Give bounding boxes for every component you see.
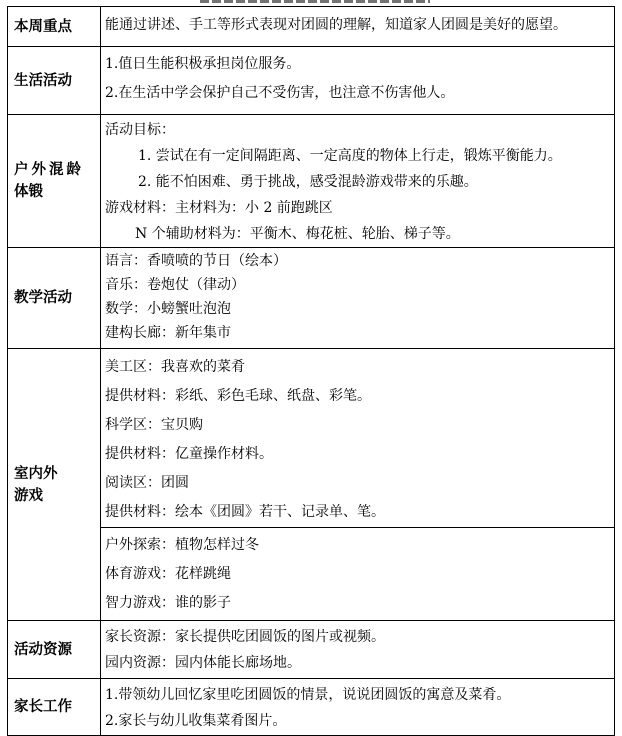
text-line: 2.家长与幼儿收集菜肴图片。	[105, 713, 287, 729]
row-life-activity	[8, 47, 615, 115]
label-weekly-focus: 本周重点	[8, 7, 101, 47]
text-line: 美工区：我喜欢的菜肴	[105, 359, 245, 375]
text-line: 体育游戏：花样跳绳	[105, 566, 231, 582]
text-line: 提供材料：亿童操作材料。	[105, 446, 273, 462]
text-line: 1.值日生能积极承担岗位服务。	[105, 56, 301, 72]
content-indoor-areas	[101, 349, 615, 528]
content-teaching-activity	[101, 248, 615, 349]
content-activity-resources	[101, 621, 615, 679]
label-indoor-outdoor-games	[8, 349, 101, 621]
weekly-plan-table	[7, 6, 615, 736]
label-line: 游戏	[14, 487, 43, 504]
label-life-activity: 生活活动	[8, 47, 101, 115]
text-line: 阅读区：团圆	[105, 475, 189, 491]
text-line: 语言：香喷喷的节日（绘本）	[105, 253, 287, 269]
text-line: 音乐：卷炮仗（律动）	[105, 277, 245, 293]
label-line: 体锻	[14, 184, 43, 200]
text-line: 提供材料：彩纸、彩色毛球、纸盘、彩笔。	[105, 388, 371, 404]
text-line: 1.带领幼儿回忆家里吃团圆饭的情景，说说团圆饭的寓意及菜肴。	[105, 687, 511, 703]
text-line: 智力游戏：谁的影子	[105, 595, 231, 611]
text-line: 户外探索：植物怎样过冬	[105, 537, 259, 553]
content-outdoor-mixed-age	[101, 115, 615, 248]
text-line: 提供材料：绘本《团圆》若干、记录单、笔。	[105, 504, 385, 520]
label-teaching-activity: 教学活动	[8, 248, 101, 349]
text-line: 园内资源：园内体能长廊场地。	[105, 655, 301, 671]
row-teaching-activity	[8, 248, 615, 349]
text-line: N 个辅助材料为：平衡木、梅花桩、轮胎、梯子等。	[135, 226, 460, 242]
text-line: 家长资源：家长提供吃团圆饭的图片或视频。	[105, 629, 385, 645]
label-parent-work: 家长工作	[8, 679, 101, 736]
text-line: 建构长廊：新年集市	[105, 325, 231, 341]
text-line: 1. 尝试在有一定间隔距离、一定高度的物体上行走，锻炼平衡能力。	[138, 148, 562, 164]
content-life-activity	[101, 47, 615, 115]
label-line: 室内外	[14, 465, 58, 482]
text-line: 活动目标：	[105, 122, 175, 138]
row-indoor-outdoor-games	[8, 349, 615, 528]
content-weekly-focus	[101, 7, 615, 47]
text-line: 2. 能不怕困难、勇于挑战，感受混龄游戏带来的乐趣。	[138, 174, 478, 190]
content-parent-work	[101, 679, 615, 736]
label-line: 户外混龄	[14, 162, 84, 178]
label-activity-resources: 活动资源	[8, 621, 101, 679]
row-outdoor-mixed-age	[8, 115, 615, 248]
text-line: 能通过讲述、手工等形式表现对团圆的理解，知道家人团圆是美好的愿望。	[105, 17, 567, 33]
row-weekly-focus	[8, 7, 615, 47]
text-line: 科学区：宝贝购	[105, 417, 203, 433]
text-line: 数学：小螃蟹吐泡泡	[105, 301, 231, 317]
row-parent-work	[8, 679, 615, 736]
label-outdoor-mixed-age	[8, 115, 101, 248]
row-activity-resources	[8, 621, 615, 679]
text-line: 2.在生活中学会保护自己不受伤害，也注意不伤害他人。	[105, 85, 455, 101]
content-outdoor-games	[101, 528, 615, 621]
text-line: 游戏材料：主材料为：小 2 前跑跳区	[105, 200, 333, 216]
